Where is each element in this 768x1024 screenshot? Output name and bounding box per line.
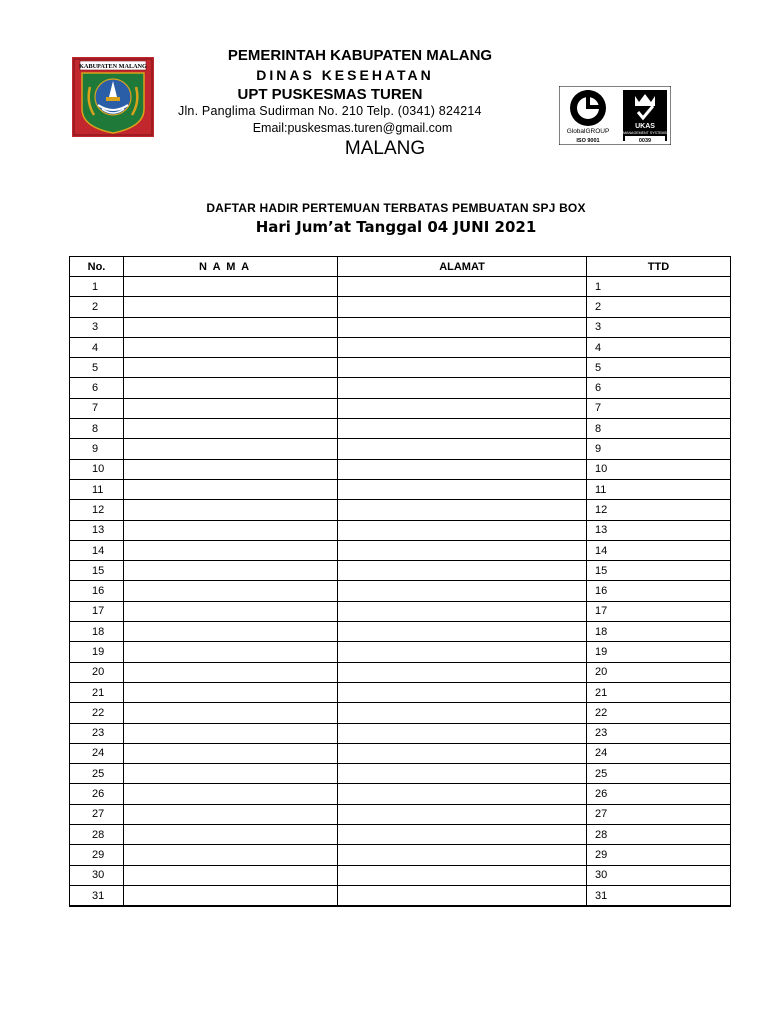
row-number: 25 [70, 764, 124, 784]
table-row [70, 419, 731, 439]
nama-cell[interactable] [124, 703, 338, 723]
ttd-cell[interactable]: 14 [587, 540, 731, 560]
nama-cell[interactable] [124, 784, 338, 804]
alamat-cell[interactable] [338, 297, 587, 317]
alamat-cell[interactable] [338, 662, 587, 682]
alamat-cell[interactable] [338, 804, 587, 824]
row-number: 21 [70, 682, 124, 702]
row-number: 28 [70, 825, 124, 845]
table-row [70, 398, 731, 418]
ttd-cell[interactable]: 24 [587, 743, 731, 763]
nama-cell[interactable] [124, 500, 338, 520]
header-government: PEMERINTAH KABUPATEN MALANG [227, 47, 493, 64]
row-number: 9 [70, 439, 124, 459]
ttd-cell[interactable]: 21 [587, 682, 731, 702]
alamat-cell[interactable] [338, 520, 587, 540]
table-header-row [70, 257, 731, 277]
alamat-cell[interactable] [338, 317, 587, 337]
alamat-cell[interactable] [338, 277, 587, 297]
ttd-cell[interactable]: 23 [587, 723, 731, 743]
table-row [70, 601, 731, 621]
ttd-cell[interactable]: 15 [587, 561, 731, 581]
table-row [70, 865, 731, 885]
nama-cell[interactable] [124, 439, 338, 459]
nama-cell[interactable] [124, 845, 338, 865]
ttd-cell[interactable]: 30 [587, 865, 731, 885]
nama-cell[interactable] [124, 317, 338, 337]
table-row [70, 277, 731, 297]
table-row [70, 804, 731, 824]
nama-cell[interactable] [124, 622, 338, 642]
alamat-cell[interactable] [338, 581, 587, 601]
alamat-cell[interactable] [338, 845, 587, 865]
row-number: 29 [70, 845, 124, 865]
iso-label: ISO 9001 [576, 138, 600, 144]
nama-cell[interactable] [124, 337, 338, 357]
table-row [70, 378, 731, 398]
header-city: MALANG [344, 138, 426, 159]
alamat-cell[interactable] [338, 337, 587, 357]
nama-cell[interactable] [124, 804, 338, 824]
table-row [70, 703, 731, 723]
alamat-cell[interactable] [338, 479, 587, 499]
table-row [70, 439, 731, 459]
alamat-cell[interactable] [338, 865, 587, 885]
row-number: 23 [70, 723, 124, 743]
ukas-sub: MANAGEMENT SYSTEMS [623, 131, 667, 135]
table-row [70, 358, 731, 378]
column-header-no: No. [70, 257, 124, 277]
alamat-cell[interactable] [338, 540, 587, 560]
nama-cell[interactable] [124, 277, 338, 297]
nama-cell[interactable] [124, 561, 338, 581]
row-number: 2 [70, 297, 124, 317]
row-number: 12 [70, 500, 124, 520]
ttd-cell[interactable]: 27 [587, 804, 731, 824]
table-row [70, 784, 731, 804]
nama-cell[interactable] [124, 479, 338, 499]
attendance-table [69, 256, 731, 907]
ttd-cell[interactable]: 5 [587, 358, 731, 378]
row-number: 13 [70, 520, 124, 540]
table-row [70, 622, 731, 642]
row-number: 4 [70, 337, 124, 357]
ttd-cell[interactable]: 3 [587, 317, 731, 337]
column-header-nama: N A M A [124, 257, 338, 277]
row-number: 7 [70, 398, 124, 418]
nama-cell[interactable] [124, 662, 338, 682]
alamat-cell[interactable] [338, 378, 587, 398]
row-number: 24 [70, 743, 124, 763]
ttd-cell[interactable]: 12 [587, 500, 731, 520]
nama-cell[interactable] [124, 520, 338, 540]
row-number: 26 [70, 784, 124, 804]
row-number: 14 [70, 540, 124, 560]
table-row [70, 825, 731, 845]
ttd-cell[interactable]: 31 [587, 885, 731, 906]
row-number: 22 [70, 703, 124, 723]
alamat-cell[interactable] [338, 398, 587, 418]
table-row [70, 845, 731, 865]
row-number: 11 [70, 479, 124, 499]
ttd-cell[interactable]: 11 [587, 479, 731, 499]
header-upt: UPT PUSKESMAS TUREN [237, 86, 423, 103]
alamat-cell[interactable] [338, 622, 587, 642]
table-row [70, 459, 731, 479]
ttd-cell[interactable]: 19 [587, 642, 731, 662]
table-row [70, 581, 731, 601]
document-title: DAFTAR HADIR PERTEMUAN TERBATAS PEMBUATAN SPJ BOX [206, 201, 586, 215]
row-number: 10 [70, 459, 124, 479]
emblem-label: KABUPATEN MALANG [79, 63, 147, 70]
table-row [70, 317, 731, 337]
nama-cell[interactable] [124, 459, 338, 479]
ttd-cell[interactable]: 20 [587, 662, 731, 682]
table-row [70, 723, 731, 743]
nama-cell[interactable] [124, 723, 338, 743]
header-address: Jln. Panglima Sudirman No. 210 Telp. (0341) 824214 [178, 104, 482, 118]
header-email: Email:puskesmas.turen@gmail.com [252, 121, 453, 135]
column-header-ttd: TTD [587, 257, 731, 277]
ttd-cell[interactable]: 2 [587, 297, 731, 317]
ttd-cell[interactable]: 6 [587, 378, 731, 398]
nama-cell[interactable] [124, 540, 338, 560]
row-number: 1 [70, 277, 124, 297]
ttd-cell[interactable]: 10 [587, 459, 731, 479]
table-row [70, 662, 731, 682]
alamat-cell[interactable] [338, 885, 587, 906]
alamat-cell[interactable] [338, 642, 587, 662]
table-row [70, 743, 731, 763]
ttd-cell[interactable]: 13 [587, 520, 731, 540]
table-row [70, 642, 731, 662]
certification-logos [559, 86, 671, 145]
ukas-label: UKAS [635, 123, 655, 130]
alamat-cell[interactable] [338, 825, 587, 845]
row-number: 19 [70, 642, 124, 662]
globalgroup-label: GlobalGROUP [566, 128, 610, 135]
nama-cell[interactable] [124, 581, 338, 601]
nama-cell[interactable] [124, 358, 338, 378]
nama-cell[interactable] [124, 825, 338, 845]
table-row [70, 297, 731, 317]
table-row [70, 520, 731, 540]
ttd-cell[interactable]: 8 [587, 419, 731, 439]
alamat-cell[interactable] [338, 784, 587, 804]
ttd-cell[interactable]: 22 [587, 703, 731, 723]
row-number: 3 [70, 317, 124, 337]
table-row [70, 540, 731, 560]
table-row [70, 764, 731, 784]
alamat-cell[interactable] [338, 601, 587, 621]
ttd-cell[interactable]: 9 [587, 439, 731, 459]
alamat-cell[interactable] [338, 682, 587, 702]
ttd-cell[interactable]: 29 [587, 845, 731, 865]
alamat-cell[interactable] [338, 500, 587, 520]
ttd-cell[interactable]: 28 [587, 825, 731, 845]
alamat-cell[interactable] [338, 419, 587, 439]
ttd-cell[interactable]: 17 [587, 601, 731, 621]
nama-cell[interactable] [124, 682, 338, 702]
row-number: 5 [70, 358, 124, 378]
table-row [70, 561, 731, 581]
nama-cell[interactable] [124, 642, 338, 662]
header-department: DINAS KESEHATAN [256, 67, 434, 83]
nama-cell[interactable] [124, 764, 338, 784]
nama-cell[interactable] [124, 378, 338, 398]
alamat-cell[interactable] [338, 764, 587, 784]
row-number: 16 [70, 581, 124, 601]
row-number: 18 [70, 622, 124, 642]
table-row [70, 479, 731, 499]
row-number: 17 [70, 601, 124, 621]
nama-cell[interactable] [124, 885, 338, 906]
nama-cell[interactable] [124, 398, 338, 418]
row-number: 8 [70, 419, 124, 439]
alamat-cell[interactable] [338, 459, 587, 479]
column-header-alamat: ALAMAT [338, 257, 587, 277]
ttd-cell[interactable]: 26 [587, 784, 731, 804]
nama-cell[interactable] [124, 419, 338, 439]
ttd-cell[interactable]: 25 [587, 764, 731, 784]
table-row [70, 885, 731, 906]
alamat-cell[interactable] [338, 561, 587, 581]
nama-cell[interactable] [124, 297, 338, 317]
alamat-cell[interactable] [338, 439, 587, 459]
row-number: 27 [70, 804, 124, 824]
table-row [70, 337, 731, 357]
document-subtitle: Hari Jum’at Tanggal 04 JUNI 2021 [255, 218, 537, 236]
ttd-cell[interactable]: 4 [587, 337, 731, 357]
ttd-cell[interactable]: 18 [587, 622, 731, 642]
alamat-cell[interactable] [338, 723, 587, 743]
alamat-cell[interactable] [338, 743, 587, 763]
row-number: 6 [70, 378, 124, 398]
table-row [70, 682, 731, 702]
row-number: 15 [70, 561, 124, 581]
alamat-cell[interactable] [338, 703, 587, 723]
ukas-number: 0039 [638, 138, 652, 144]
row-number: 20 [70, 662, 124, 682]
ukas-logo [623, 90, 668, 144]
alamat-cell[interactable] [338, 358, 587, 378]
table-row [70, 500, 731, 520]
nama-cell[interactable] [124, 865, 338, 885]
ttd-cell[interactable]: 7 [587, 398, 731, 418]
nama-cell[interactable] [124, 743, 338, 763]
row-number: 31 [70, 885, 124, 906]
nama-cell[interactable] [124, 601, 338, 621]
ttd-cell[interactable]: 1 [587, 277, 731, 297]
kabupaten-malang-emblem [72, 57, 154, 137]
ttd-cell[interactable]: 16 [587, 581, 731, 601]
row-number: 30 [70, 865, 124, 885]
